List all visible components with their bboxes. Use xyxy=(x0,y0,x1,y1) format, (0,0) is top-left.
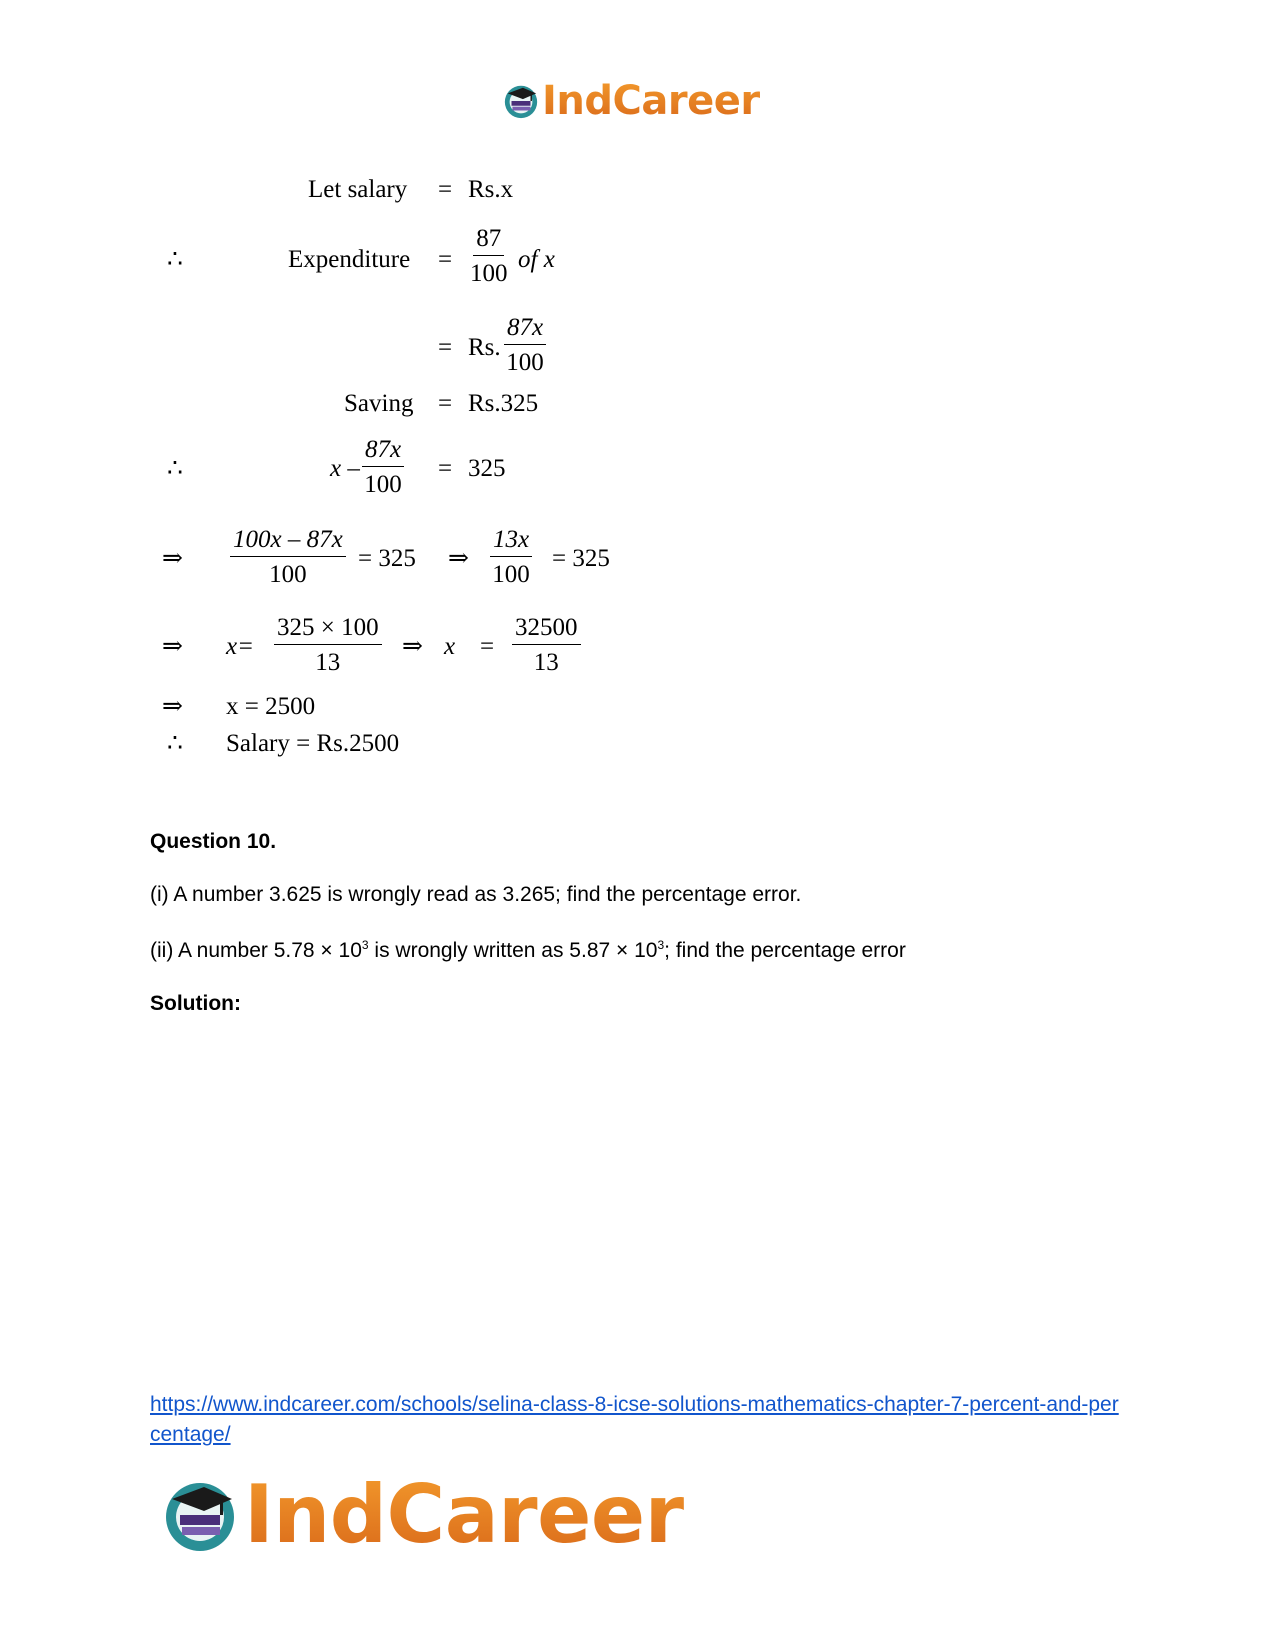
question-title: Question 10. xyxy=(150,830,277,853)
exponent: 3 xyxy=(657,938,665,952)
therefore-symbol: ∴ xyxy=(167,730,183,757)
let-salary-label: Let salary xyxy=(308,176,408,203)
salary-value: Rs.x xyxy=(468,176,514,203)
equals-sign: = xyxy=(438,334,453,361)
implies-arrow: ⇒ xyxy=(162,545,183,572)
salary-result: Salary = Rs.2500 xyxy=(226,730,400,757)
implies-arrow: ⇒ xyxy=(162,633,183,660)
rs-label: Rs. xyxy=(468,334,501,361)
header-logo xyxy=(502,78,760,124)
source-link[interactable]: https://www.indcareer.com/schools/selina-class-8-icse-solutions-mathematics-chapter-7-percent-and-percentage/ xyxy=(150,1393,1119,1446)
fraction-87-over-100: $\frac{87}{100}$ xyxy=(470,225,508,287)
solution-label: Solution: xyxy=(150,992,241,1015)
question-part-2: (ii) A number $5.78 \times 10^3$ is wrongly written as $5.87 \times 10^3$; find the percentage error xyxy=(150,938,906,962)
saving-value: Rs.325 xyxy=(468,390,539,417)
footer-logo xyxy=(160,1468,684,1561)
graduation-cap-logo-icon xyxy=(502,82,540,120)
of-x-text: of x xyxy=(518,246,555,273)
therefore-symbol: ∴ xyxy=(167,246,183,273)
equals-sign: = xyxy=(438,246,453,273)
fraction-100x-minus-87x-over-100: $\frac{100x - 87x}{100}$ xyxy=(230,527,346,587)
fraction-32500-over-13: $\frac{32500}{13}$ xyxy=(512,615,581,675)
equals-sign: = xyxy=(480,633,495,660)
fraction-13x-over-100: $\frac{13x}{100}$ xyxy=(490,527,532,587)
footer-logo-text: IndCareer xyxy=(244,1468,684,1561)
equals-325: = 325 xyxy=(358,545,416,572)
implies-arrow: ⇒ xyxy=(402,633,423,660)
math-solution xyxy=(150,175,710,815)
question-part-1: (i) A number 3.625 is wrongly read as 3.265; find the percentage error. xyxy=(150,883,802,906)
x-equals-2500: x = 2500 xyxy=(226,693,316,720)
implies-arrow: ⇒ xyxy=(162,693,183,720)
expenditure-label: Expenditure xyxy=(288,246,411,273)
fraction-87x-over-100: $\frac{87x}{100}$ xyxy=(362,437,404,497)
x-equals-text: x= xyxy=(226,633,254,660)
saving-label: Saving xyxy=(344,390,414,417)
fraction-87x-over-100: $\frac{87x}{100}$ xyxy=(504,315,546,375)
exponent: 3 xyxy=(361,938,369,952)
equals-325: = 325 xyxy=(552,545,610,572)
fraction-325x100-over-13: $\frac{325 \times 100}{13}$ xyxy=(274,615,382,675)
header-logo-text: IndCareer xyxy=(542,78,760,124)
x-minus-text: x – xyxy=(330,455,360,482)
equals-sign: = xyxy=(438,390,453,417)
x-variable: x xyxy=(444,633,456,660)
therefore-symbol: ∴ xyxy=(167,455,183,482)
result-325: 325 xyxy=(468,455,506,482)
equals-sign: = xyxy=(438,176,453,203)
implies-arrow: ⇒ xyxy=(448,545,469,572)
graduation-cap-logo-icon xyxy=(160,1475,240,1555)
equals-sign: = xyxy=(438,455,453,482)
